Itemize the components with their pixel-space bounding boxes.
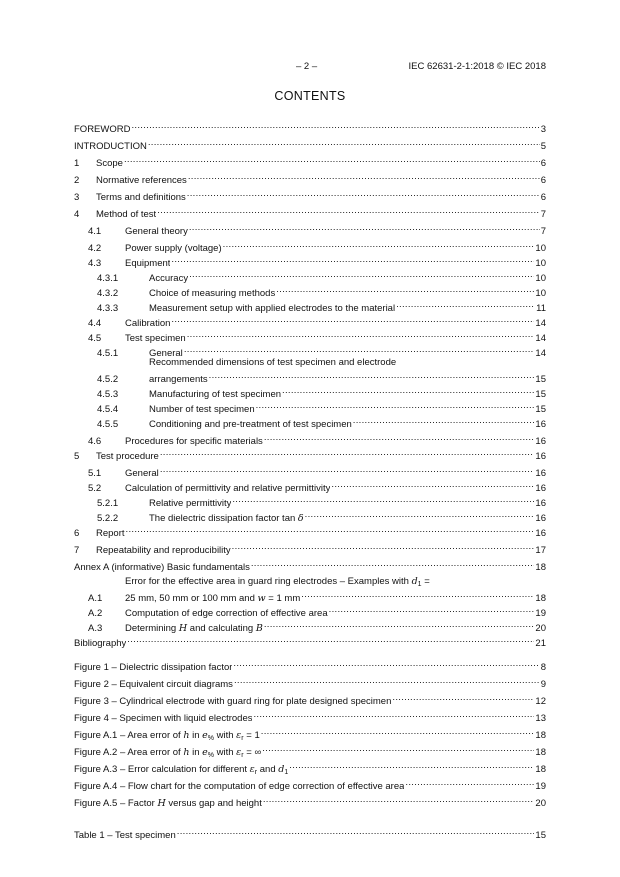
toc-entry-number: 4.5.2	[97, 374, 119, 385]
toc-entry-title: Repeatability and reproducibility	[96, 545, 231, 556]
toc-entry-page: 18	[535, 730, 546, 741]
toc-entry-page: 18	[535, 562, 546, 573]
toc-entry-title: Accuracy	[149, 273, 189, 284]
toc-entry-title: Figure A.5 – Factor H versus gap and height	[74, 798, 262, 809]
page-header	[0, 61, 620, 75]
toc-entry-title: Annex A (informative) Basic fundamentals	[74, 562, 250, 573]
figure-list-entry[interactable]	[74, 708, 546, 724]
toc-entry-title: Method of test	[96, 209, 157, 220]
toc-entry[interactable]	[88, 588, 546, 604]
toc-entry-page: 16	[535, 468, 546, 479]
toc-entry[interactable]	[97, 268, 546, 284]
toc-entry-number: 4.6	[88, 436, 102, 447]
toc-entry[interactable]	[74, 204, 546, 220]
dot-leader	[405, 776, 534, 789]
toc-entry-page: 10	[535, 258, 546, 269]
toc-entry-title: Determining H and calculating B	[125, 623, 263, 634]
dot-leader	[157, 204, 540, 217]
toc-entry[interactable]	[88, 253, 546, 269]
toc-entry-number: 6	[74, 528, 80, 539]
toc-entry-number: 4.4	[88, 318, 102, 329]
header-document-reference: IEC 62631-2-1:2018 © IEC 2018	[408, 61, 546, 72]
toc-entry[interactable]	[97, 298, 546, 314]
toc-entry-page: 15	[535, 374, 546, 385]
toc-entry[interactable]	[74, 446, 546, 462]
dot-leader	[234, 674, 540, 687]
dot-leader	[263, 793, 535, 806]
toc-entry[interactable]	[88, 313, 546, 329]
toc-entry-number: A.1	[88, 593, 103, 604]
toc-entry-title: General	[149, 348, 183, 359]
toc-entry-title: Conditioning and pre-treatment of test specimen	[149, 419, 352, 430]
dot-leader	[301, 588, 534, 601]
toc-entry-page: 14	[535, 318, 546, 329]
toc-entry-page: 18	[535, 747, 546, 758]
dot-leader	[124, 153, 540, 166]
dot-leader	[171, 253, 534, 266]
toc-entry-page: 3	[540, 124, 546, 135]
toc-entry-page: 6	[540, 175, 546, 186]
toc-entry[interactable]	[97, 369, 546, 385]
toc-entry-page: 7	[540, 226, 546, 237]
toc-entry-title: Equipment	[125, 258, 171, 269]
dot-leader	[189, 268, 534, 281]
toc-entry-title: Figure 3 – Cylindrical electrode with guard ring for plate designed specimen	[74, 696, 392, 707]
dot-leader	[276, 283, 534, 296]
toc-entry-title: Procedures for specific materials	[125, 436, 263, 447]
toc-entry-title: Report	[96, 528, 125, 539]
toc-entry-title: Scope	[96, 158, 123, 169]
dot-leader	[264, 431, 535, 444]
dot-leader	[177, 825, 535, 838]
dot-leader	[329, 603, 535, 616]
header-page-number: – 2 –	[296, 61, 318, 72]
dot-leader	[187, 328, 535, 341]
toc-entry-number: 4.3.2	[97, 288, 119, 299]
toc-entry[interactable]	[74, 523, 546, 539]
toc-entry-page: 10	[535, 288, 546, 299]
dot-leader	[289, 759, 534, 772]
dot-leader	[253, 708, 534, 721]
toc-entry-page: 16	[535, 528, 546, 539]
toc-entry[interactable]	[74, 136, 546, 152]
toc-entry-page: 16	[535, 513, 546, 524]
toc-entry-page: 10	[535, 243, 546, 254]
toc-entry-page: 19	[535, 608, 546, 619]
toc-entry-title: Normative references	[96, 175, 187, 186]
dot-leader	[148, 136, 540, 149]
dot-leader	[189, 221, 540, 234]
toc-entry[interactable]	[97, 343, 546, 359]
toc-entry-page: 16	[535, 498, 546, 509]
toc-entry-title: Relative permittivity	[149, 498, 232, 509]
toc-entry-number: 5	[74, 451, 80, 462]
toc-entry[interactable]	[97, 384, 546, 400]
toc-entry-number: 4.2	[88, 243, 102, 254]
toc-entry-title: Computation of edge correction of effective area	[125, 608, 328, 619]
toc-entry-title: Figure A.2 – Area error of h in $e_{\%}$ with $\varepsilon_r$ = ∞	[74, 747, 262, 759]
toc-entry[interactable]	[97, 283, 546, 299]
toc-entry-number: 5.2	[88, 483, 102, 494]
toc-entry-number: 2	[74, 175, 80, 186]
toc-entry-title: Choice of measuring methods	[149, 288, 276, 299]
toc-entry-page: 14	[535, 348, 546, 359]
dot-leader	[126, 523, 535, 536]
toc-entry-page: 18	[535, 764, 546, 775]
toc-entry[interactable]	[88, 328, 546, 344]
toc-entry-title: General	[125, 468, 159, 479]
toc-entry-page: 16	[535, 419, 546, 430]
toc-entry[interactable]	[88, 478, 546, 494]
toc-entry-title: INTRODUCTION	[74, 141, 147, 152]
toc-entry[interactable]	[88, 463, 546, 479]
dot-leader	[223, 238, 535, 251]
toc-entry[interactable]	[88, 238, 546, 254]
toc-entry-number: 5.2.2	[97, 513, 119, 524]
toc-entry[interactable]	[97, 493, 546, 509]
figure-list-entry[interactable]	[74, 674, 546, 690]
toc-entry-page: 11	[536, 303, 546, 314]
dot-leader	[209, 369, 535, 382]
toc-entry-title: Test specimen	[125, 333, 186, 344]
toc-entry-title: arrangements	[149, 374, 208, 385]
figure-list-entry[interactable]	[74, 793, 546, 809]
figure-list-entry[interactable]	[74, 759, 546, 776]
toc-entry-page: 18	[535, 593, 546, 604]
toc-entry[interactable]	[97, 414, 546, 430]
dot-leader	[392, 691, 534, 704]
figure-list-entry[interactable]	[74, 725, 546, 742]
contents-title: CONTENTS	[274, 89, 346, 103]
toc-entry-title: Calibration	[125, 318, 171, 329]
toc-entry-number: 4.5.1	[97, 348, 119, 359]
toc-entry[interactable]	[74, 187, 546, 203]
toc-entry-number: 7	[74, 545, 80, 556]
dot-leader	[251, 557, 535, 570]
toc-entry-title: Number of test specimen	[149, 404, 255, 415]
toc-entry-page: 16	[535, 451, 546, 462]
toc-entry-page: 6	[540, 158, 546, 169]
toc-entry-title: Figure 2 – Equivalent circuit diagrams	[74, 679, 233, 690]
toc-entry-page: 7	[540, 209, 546, 220]
toc-entry-title: Manufacturing of test specimen	[149, 389, 282, 400]
dot-leader	[282, 384, 534, 397]
toc-entry-page: 19	[535, 781, 546, 792]
toc-entry-title: Figure A.1 – Area error of h in $e_{\%}$ with $\varepsilon_r = 1$	[74, 730, 260, 742]
toc-entry[interactable]	[74, 170, 546, 186]
toc-entry[interactable]	[74, 633, 546, 649]
toc-entry[interactable]	[88, 431, 546, 447]
toc-entry-page: 14	[535, 333, 546, 344]
toc-entry[interactable]	[88, 618, 546, 634]
toc-entry[interactable]	[97, 399, 546, 415]
toc-entry-title: General theory	[125, 226, 188, 237]
toc-entry-number: 1	[74, 158, 80, 169]
toc-entry[interactable]	[88, 221, 546, 237]
toc-entry-page: 16	[535, 483, 546, 494]
dot-leader	[160, 446, 535, 459]
toc-entry-title: 25 mm, 50 mm or 100 mm and w = 1 mm	[125, 593, 301, 604]
toc-entry-title: Figure 4 – Specimen with liquid electrodes	[74, 713, 253, 724]
toc-entry-page: 13	[535, 713, 546, 724]
dot-leader	[184, 343, 535, 356]
dot-leader	[233, 657, 539, 670]
dot-leader	[264, 618, 535, 631]
toc-entry-title: Figure A.4 – Flow chart for the computation of edge correction of effective area	[74, 781, 405, 792]
dot-leader	[127, 633, 534, 646]
toc-entry-number: 4	[74, 209, 80, 220]
dot-leader	[171, 313, 534, 326]
toc-entry-title: The dielectric dissipation factor tan δ	[149, 513, 304, 524]
toc-entry-number: 4.1	[88, 226, 102, 237]
dot-leader	[188, 170, 540, 183]
toc-entry-number: 4.5	[88, 333, 102, 344]
dot-leader	[305, 508, 535, 521]
toc-entry-page: 12	[535, 696, 546, 707]
toc-entry-page: 15	[535, 404, 546, 415]
toc-entry-number: 3	[74, 192, 80, 203]
toc-entry[interactable]	[74, 540, 546, 556]
toc-entry-title: Test procedure	[96, 451, 159, 462]
dot-leader	[232, 493, 534, 506]
toc-entry-number: 4.3.1	[97, 273, 119, 284]
toc-entry-title: Terms and definitions	[96, 192, 186, 203]
toc-entry-page: 16	[535, 436, 546, 447]
toc-entry-title: Bibliography	[74, 638, 127, 649]
dot-leader	[261, 725, 535, 738]
toc-entry-title-line: Recommended dimensions of test specimen and electrode	[149, 357, 397, 368]
toc-entry-title: Figure A.3 – Error calculation for different $\varepsilon_r$ and $d_1$	[74, 764, 289, 776]
toc-entry-page: 9	[540, 679, 546, 690]
toc-entry-title: Power supply (voltage)	[125, 243, 222, 254]
figure-list-entry[interactable]	[74, 776, 546, 792]
dot-leader	[131, 119, 539, 132]
toc-entry-number: 4.5.4	[97, 404, 119, 415]
toc-entry-number: 4.5.3	[97, 389, 119, 400]
toc-entry-page: 15	[535, 830, 546, 841]
toc-entry-page: 10	[535, 273, 546, 284]
toc-entry-page: 5	[540, 141, 546, 152]
toc-entry[interactable]	[97, 508, 546, 524]
dot-leader	[160, 463, 535, 476]
toc-entry-title: Measurement setup with applied electrodes to the material	[149, 303, 396, 314]
toc-entry-number: 4.3	[88, 258, 102, 269]
toc-entry-number: A.2	[88, 608, 103, 619]
toc-entry-number: 5.1	[88, 468, 102, 479]
table-list-entry[interactable]	[74, 825, 546, 841]
dot-leader	[353, 414, 535, 427]
dot-leader	[396, 298, 535, 311]
toc-entry-page: 6	[540, 192, 546, 203]
toc-entry-page: 15	[535, 389, 546, 400]
toc-entry-page: 20	[535, 798, 546, 809]
toc-entry-page: 17	[535, 545, 546, 556]
toc-entry-page: 21	[535, 638, 546, 649]
toc-entry[interactable]	[74, 119, 546, 135]
figure-list-entry[interactable]	[74, 691, 546, 707]
dot-leader	[331, 478, 534, 491]
dot-leader	[262, 742, 534, 755]
toc-entry[interactable]	[74, 557, 546, 573]
toc-entry[interactable]	[88, 603, 546, 619]
toc-entry-page: 20	[535, 623, 546, 634]
toc-entry-number: 4.5.5	[97, 419, 119, 430]
toc-entry-page: 8	[540, 662, 546, 673]
figure-list-entry[interactable]	[74, 657, 546, 673]
toc-entry[interactable]	[74, 153, 546, 169]
figure-list-entry[interactable]	[74, 742, 546, 759]
toc-entry-number: A.3	[88, 623, 103, 634]
toc-entry-title-line: Error for the effective area in guard ring electrodes – Examples with $d_1$ =	[125, 576, 430, 588]
toc-entry-title: Figure 1 – Dielectric dissipation factor	[74, 662, 233, 673]
toc-entry-title: FOREWORD	[74, 124, 131, 135]
toc-entry-number: 5.2.1	[97, 498, 119, 509]
dot-leader	[232, 540, 535, 553]
toc-entry-title: Table 1 – Test specimen	[74, 830, 176, 841]
toc-entry-title: Calculation of permittivity and relative permittivity	[125, 483, 331, 494]
dot-leader	[187, 187, 540, 200]
dot-leader	[256, 399, 535, 412]
toc-entry-number: 4.3.3	[97, 303, 119, 314]
